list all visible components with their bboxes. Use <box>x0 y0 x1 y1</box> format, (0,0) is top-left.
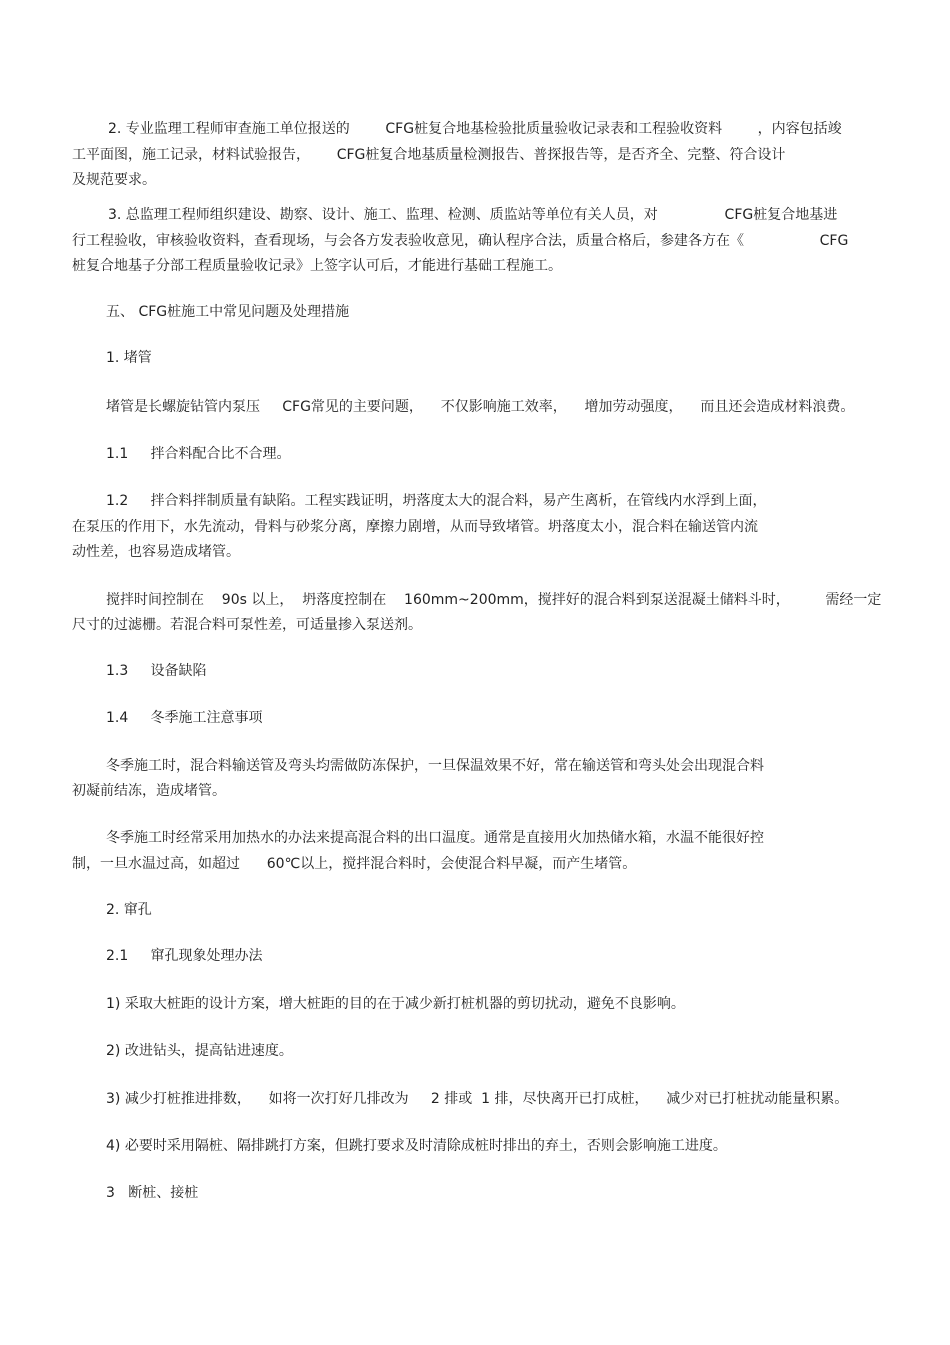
paragraph-1-2-line-3: 动性差，也容易造成堵管。 <box>72 544 240 560</box>
heading-1-4: 1.4 冬季施工注意事项 <box>106 710 263 726</box>
heading-3-broken-pile: 3 断桩、接桩 <box>106 1185 199 1201</box>
paragraph-3-line-1: 3. 总监理工程师组织建设、勘察、设计、施工、监理、检测、质监站等单位有关人员，对 CFG桩复合地基进 <box>108 207 838 223</box>
paragraph-2-line-3: 及规范要求。 <box>72 172 156 188</box>
paragraph-winter-2-line-1: 冬季施工时经常采用加热水的办法来提高混合料的出口温度。通常是直接用火加热储水箱，水温不能很好控 <box>106 830 764 846</box>
paragraph-mix-line-1: 搅拌时间控制在 90s 以上， 坍落度控制在 160mm~200mm，搅拌好的混合料到泵送混凝土储料斗时， 需经一定 <box>106 592 882 608</box>
paragraph-1-2-line-1: 1.2 拌合料拌制质量有缺陷。工程实践证明，坍落度太大的混合料，易产生离析，在管线内水浮到上面， <box>106 493 767 509</box>
paragraph-3-line-2: 行工程验收，审核验收资料，查看现场，与会各方发表验收意见，确认程序合法，质量合格后，参建各方在《 CFG <box>72 233 849 249</box>
heading-2-1: 2.1 窜孔现象处理办法 <box>106 948 263 964</box>
list-item-4: 4) 必要时采用隔桩、隔排跳打方案，但跳打要求及时清除成桩时排出的弃土，否则会影响施工进度。 <box>106 1138 727 1154</box>
paragraph-3-line-3: 桩复合地基子分部工程质量验收记录》上签字认可后，才能进行基础工程施工。 <box>72 258 562 274</box>
list-item-3: 3) 减少打桩推进排数， 如将一次打好几排改为 2 排或 1 排，尽快离开已打成桩， 减少对已打桩扰动能量积累。 <box>106 1091 849 1107</box>
section-5-heading: 五、 CFG桩施工中常见问题及处理措施 <box>106 304 350 320</box>
heading-1-blockage: 1. 堵管 <box>106 350 152 366</box>
heading-1-1: 1.1 拌合料配合比不合理。 <box>106 446 291 462</box>
paragraph-winter-1-line-2: 初凝前结冻，造成堵管。 <box>72 783 226 799</box>
paragraph-2-line-2: 工平面图，施工记录，材料试验报告， CFG桩复合地基质量检测报告、普探报告等，是否齐全、完整、符合设计 <box>72 147 786 163</box>
paragraph-winter-1-line-1: 冬季施工时，混合料输送管及弯头均需做防冻保护，一旦保温效果不好，常在输送管和弯头处会出现混合料 <box>106 758 764 774</box>
paragraph-2-line-1: 2. 专业监理工程师审查施工单位报送的 CFG桩复合地基检验批质量验收记录表和工程验收资料 ，内容包括竣 <box>108 121 842 137</box>
heading-2-channeling: 2. 窜孔 <box>106 902 152 918</box>
paragraph-winter-2-line-2: 制，一旦水温过高，如超过 60℃以上，搅拌混合料时，会使混合料早凝，而产生堵管。 <box>72 856 637 872</box>
paragraph-1-2-line-2: 在泵压的作用下，水先流动，骨料与砂浆分离，摩擦力剧增，从而导致堵管。坍落度太小，混合料在输送管内流 <box>72 519 758 535</box>
paragraph-mix-line-2: 尺寸的过滤栅。若混合料可泵性差，可适量掺入泵送剂。 <box>72 617 422 633</box>
heading-1-3: 1.3 设备缺陷 <box>106 663 207 679</box>
paragraph-blockage: 堵管是长螺旋钻管内泵压 CFG常见的主要问题， 不仅影响施工效率， 增加劳动强度， 而且还会造成材料浪费。 <box>106 399 855 415</box>
list-item-1: 1) 采取大桩距的设计方案，增大桩距的目的在于减少新打桩机器的剪切扰动，避免不良影响。 <box>106 996 685 1012</box>
list-item-2: 2) 改进钻头，提高钻进速度。 <box>106 1043 293 1059</box>
